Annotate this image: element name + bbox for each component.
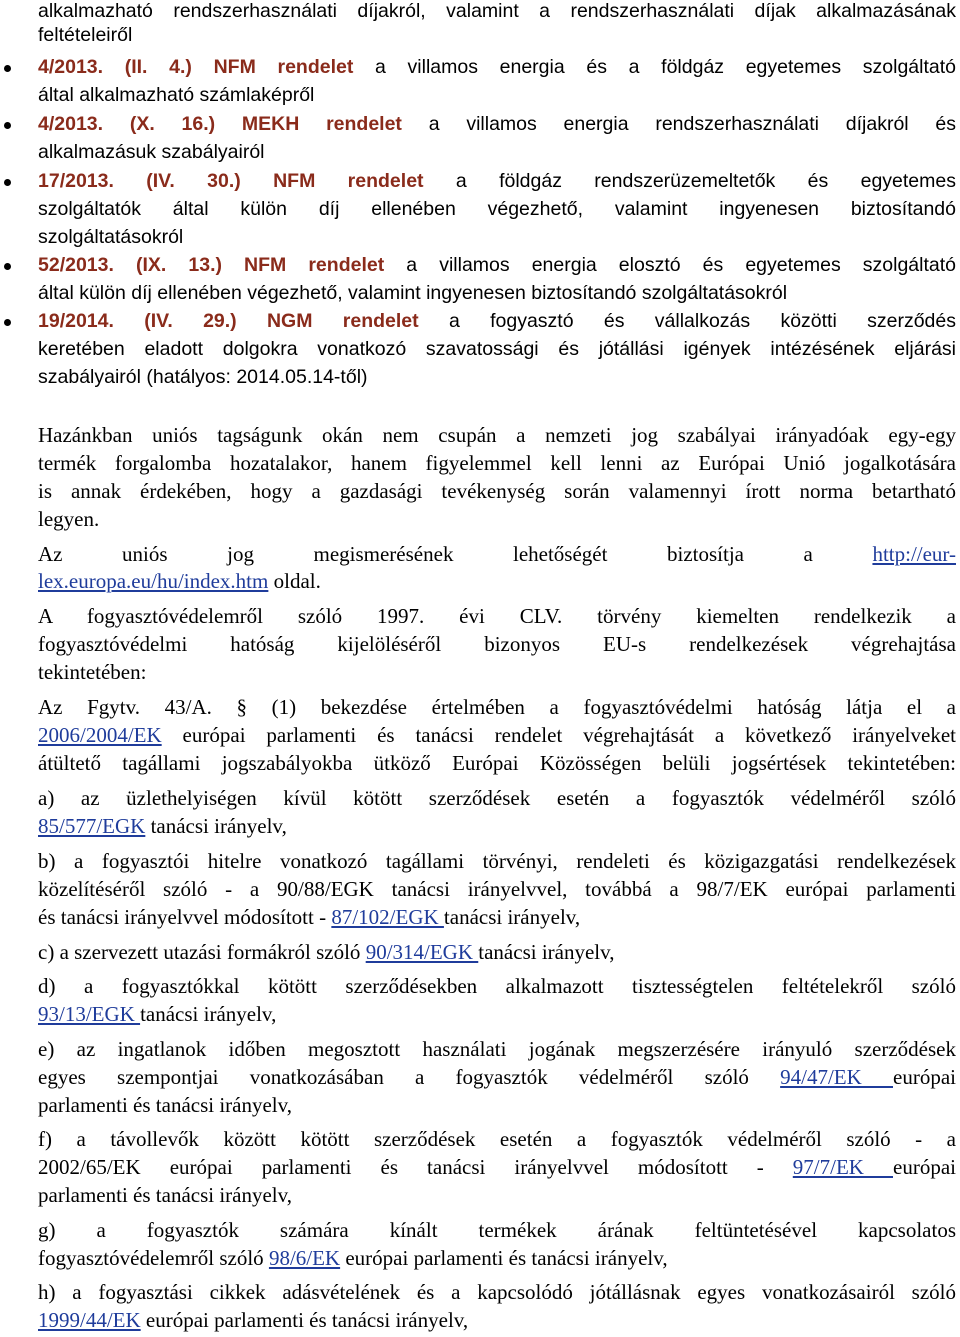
text-line bbox=[38, 196, 956, 222]
link-lex-europa-eu-hu-index-htm[interactable]: lex.europa.eu/hu/index.htm bbox=[38, 569, 269, 593]
text-run: európai parlamenti és tanácsi irányelv, bbox=[140, 1308, 469, 1332]
text-run: tekintetében: bbox=[38, 660, 147, 684]
text-run: d) a fogyasztókkal kötött szerződésekben alkalmazott tisztességtelen feltételekről szóló bbox=[38, 974, 956, 998]
text-run: f) a távollevők között kötött szerződések esetén a fogyasztók védelméről szóló - a bbox=[38, 1127, 956, 1151]
text-run: legyen. bbox=[38, 507, 100, 531]
text-run: szolgáltatásokról bbox=[38, 226, 184, 248]
text-run: keretében eladott dolgokra vonatkozó szavatossági és jótállási igények intézésének eljárási bbox=[38, 338, 956, 360]
text-line bbox=[38, 568, 956, 595]
link-97-7-ek[interactable]: 97/7/EK bbox=[792, 1155, 893, 1179]
text-line bbox=[38, 1245, 956, 1272]
text-line bbox=[38, 694, 956, 721]
text-run: g) a fogyasztók számára kínált termékek árának feltüntetésével kapcsolatos bbox=[38, 1218, 956, 1242]
link-87-102-egk[interactable]: 87/102/EGK bbox=[331, 905, 444, 929]
text-run: parlamenti és tanácsi irányelv, bbox=[38, 1183, 293, 1207]
text-run: b) a fogyasztói hitelre vonatkozó tagállami törvényi, rendeleti és közigazgatási rendelkezések bbox=[38, 849, 956, 873]
text-run: termék forgalomba hozatalakor, hanem figyelemmel kell lenni az Európai Unió jogalkotására bbox=[38, 451, 956, 475]
text-run: egyes szempontjai vonatkozásában a fogyasztók védelméről szóló bbox=[38, 1065, 781, 1089]
text-line bbox=[38, 1279, 956, 1306]
text-run: európai parlamenti és tanácsi rendelet végrehajtását a következő irányelveket bbox=[161, 723, 956, 747]
text-run: európai parlamenti és tanácsi irányelv, bbox=[340, 1246, 668, 1270]
text-line bbox=[38, 631, 956, 658]
text-run: Hazánkban uniós tagságunk okán nem csupán a nemzeti jog szabályai irányadóak egy-egy bbox=[38, 423, 956, 447]
text-line bbox=[38, 336, 956, 362]
text-line bbox=[38, 750, 956, 777]
text-run: tanácsi irányelv, bbox=[145, 814, 287, 838]
text-line bbox=[38, 1092, 956, 1119]
text-line bbox=[38, 54, 956, 80]
text-run: a villamos energia és a földgáz egyetemes szolgáltató bbox=[375, 56, 956, 78]
text-run: a villamos energia elosztó és egyetemes szolgáltató bbox=[406, 254, 956, 276]
text-line bbox=[38, 1307, 956, 1334]
text-run: által alkalmazható számlaképről bbox=[38, 84, 315, 106]
link-2006-2004-ek[interactable]: 2006/2004/EK bbox=[38, 723, 162, 747]
text-line bbox=[38, 541, 956, 568]
link-90-314-egk[interactable]: 90/314/EGK bbox=[365, 940, 479, 964]
link-http-eur[interactable]: http://eur- bbox=[872, 542, 956, 566]
text-line bbox=[38, 364, 956, 390]
text-run: fogyasztóvédelemről szóló bbox=[38, 1246, 269, 1270]
text-line bbox=[38, 478, 956, 505]
text-line bbox=[38, 813, 956, 840]
text-line bbox=[38, 450, 956, 477]
text-run: a villamos energia rendszerhasználati díjakról és bbox=[428, 113, 956, 135]
text-line bbox=[38, 1154, 956, 1181]
text-line bbox=[38, 422, 956, 449]
bullet-icon bbox=[4, 263, 11, 270]
text-run: feltételeiről bbox=[38, 24, 133, 46]
text-run: által külön díj ellenében végezhető, valamint ingyenesen biztosítandó szolgáltatásokról bbox=[38, 282, 788, 304]
text-run: tanácsi irányelv, bbox=[478, 940, 615, 964]
text-run: szolgáltatók által külön díj ellenében végezhető, valamint ingyenesen biztosítandó bbox=[38, 198, 956, 220]
text-line bbox=[38, 904, 956, 931]
text-run: a fogyasztó és vállalkozás közötti szerződés bbox=[448, 310, 956, 332]
text-run: h) a fogyasztási cikkek adásvételének és a kapcsolódó jótállásnak egyes vonatkozásairól szóló bbox=[38, 1280, 956, 1304]
text-run: közelítéséről szóló - a 90/88/EGK tanácsi irányelvvel, továbbá a 98/7/EK európai parlamenti bbox=[38, 877, 956, 901]
text-line bbox=[38, 280, 956, 306]
text-line bbox=[38, 1217, 956, 1244]
text-line bbox=[38, 224, 956, 250]
text-line bbox=[38, 139, 956, 165]
text-run: alkalmazható rendszerhasználati díjakról, valamint a rendszerhasználati díjak alkalmazásának bbox=[38, 0, 956, 22]
text-line bbox=[38, 785, 956, 812]
text-run: és tanácsi irányelvvel módosított - bbox=[38, 905, 332, 929]
text-run: Az Fgytv. 43/A. § (1) bekezdése értelmében a fogyasztóvédelmi hatóság látja el a bbox=[38, 695, 956, 719]
text-run: 2002/65/EK európai parlamenti és tanácsi irányelvvel módosított - bbox=[38, 1155, 793, 1179]
text-line bbox=[38, 1001, 956, 1028]
text-run: A fogyasztóvédelemről szóló 1997. évi CLV. törvény kiemelten rendelkezik a bbox=[38, 604, 956, 628]
link-93-13-egk[interactable]: 93/13/EGK bbox=[38, 1002, 141, 1026]
text-run: a földgáz rendszerüzemeltetők és egyetemes bbox=[455, 170, 956, 192]
text-run: európai bbox=[893, 1065, 956, 1089]
text-line bbox=[38, 506, 956, 533]
regulation-reference: 19/2014. (IV. 29.) NGM rendelet bbox=[38, 310, 449, 332]
link-1999-44-ek[interactable]: 1999/44/EK bbox=[38, 1308, 141, 1332]
text-line bbox=[38, 22, 956, 48]
bullet-icon bbox=[4, 179, 11, 186]
text-line bbox=[38, 939, 956, 966]
text-line bbox=[38, 168, 956, 194]
text-run: c) a szervezett utazási formákról szóló bbox=[38, 940, 366, 964]
text-run: a) az üzlethelyiségen kívül kötött szerződések esetén a fogyasztók védelméről szóló bbox=[38, 786, 956, 810]
link-85-577-egk[interactable]: 85/577/EGK bbox=[38, 814, 146, 838]
text-line bbox=[38, 1036, 956, 1063]
text-line bbox=[38, 1064, 956, 1091]
regulation-reference: 17/2013. (IV. 30.) NFM rendelet bbox=[38, 170, 456, 192]
text-line bbox=[38, 82, 956, 108]
bullet-icon bbox=[4, 319, 11, 326]
text-line bbox=[38, 1126, 956, 1153]
bullet-icon bbox=[4, 65, 11, 72]
text-line bbox=[38, 973, 956, 1000]
text-line bbox=[38, 308, 956, 334]
text-run: tanácsi irányelv, bbox=[140, 1002, 277, 1026]
link-94-47-ek[interactable]: 94/47/EK bbox=[780, 1065, 893, 1089]
link-98-6-ek[interactable]: 98/6/EK bbox=[268, 1246, 341, 1270]
text-run: tanácsi irányelv, bbox=[443, 905, 581, 929]
text-line bbox=[38, 1182, 956, 1209]
regulation-reference: 4/2013. (X. 16.) MEKH rendelet bbox=[38, 113, 429, 135]
regulation-reference: 52/2013. (IX. 13.) NFM rendelet bbox=[38, 254, 407, 276]
text-line bbox=[38, 848, 956, 875]
text-run: szabályairól (hatályos: 2014.05.14-től) bbox=[38, 366, 368, 388]
text-line bbox=[38, 0, 956, 24]
text-run: fogyasztóvédelmi hatóság kijelöléséről bizonyos EU-s rendelkezések végrehajtása bbox=[38, 632, 956, 656]
text-run: oldal. bbox=[268, 569, 321, 593]
regulation-reference: 4/2013. (II. 4.) NFM rendelet bbox=[38, 56, 376, 78]
text-line bbox=[38, 252, 956, 278]
text-run: Az uniós jog megismerésének lehetőségét biztosítja a bbox=[38, 542, 873, 566]
text-line bbox=[38, 603, 956, 630]
text-line bbox=[38, 659, 956, 686]
text-run: parlamenti és tanácsi irányelv, bbox=[38, 1093, 293, 1117]
text-line bbox=[38, 111, 956, 137]
text-run: is annak érdekében, hogy a gazdasági tevékenység során valamennyi írott norma betartható bbox=[38, 479, 956, 503]
text-run: alkalmazásuk szabályairól bbox=[38, 141, 265, 163]
text-line bbox=[38, 722, 956, 749]
text-line bbox=[38, 876, 956, 903]
bullet-icon bbox=[4, 122, 11, 129]
text-run: európai bbox=[893, 1155, 956, 1179]
text-run: e) az ingatlanok időben megosztott használati jogának megszerzésére irányuló szerződések bbox=[38, 1037, 956, 1061]
text-run: átültető tagállami jogszabályokba ütköző Európai Közösségen belüli jogsértések tekintetében: bbox=[38, 751, 956, 775]
